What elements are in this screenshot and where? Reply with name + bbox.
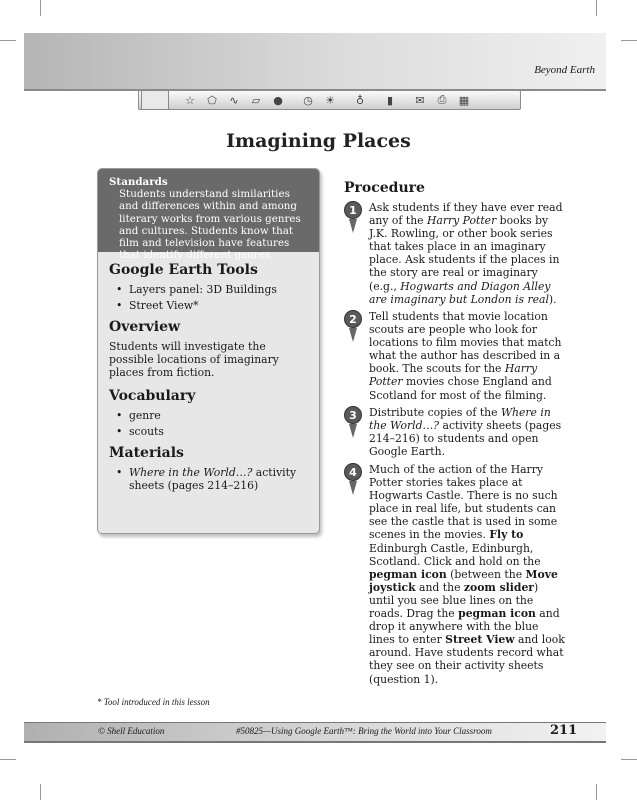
tools-heading: Google Earth Tools — [109, 262, 258, 278]
vocabulary-heading: Vocabulary — [109, 388, 196, 404]
tools-list — [109, 283, 308, 312]
step-text: Distribute copies of the Where in the World…? activity sheets (pages 214–216) to students and open Google Earth. — [369, 406, 562, 459]
materials-title: Where in the World…? — [129, 466, 253, 479]
crop-mark — [621, 40, 637, 41]
procedure-heading: Procedure — [344, 180, 425, 196]
step-number: 1 — [344, 201, 362, 219]
email-icon: ✉ — [415, 93, 425, 107]
ruler-icon: ▮ — [386, 93, 394, 107]
step-number: 2 — [344, 310, 362, 328]
materials-list — [109, 466, 308, 492]
crop-mark — [596, 0, 597, 16]
page-title: Imagining Places — [226, 130, 411, 152]
procedure-step-2 — [344, 310, 566, 402]
crop-mark — [621, 759, 637, 760]
standards-text: Students understand similarities and differences within and among literary works from various genres and cultures. Students know that film and television have features that identify different genres. — [119, 188, 301, 262]
list-item — [109, 466, 308, 492]
placemark-icon: ☆ — [185, 93, 195, 107]
overview-text: Students will investigate the possible locations of imaginary places from fiction. — [109, 340, 279, 379]
crop-mark — [0, 759, 16, 760]
crop-mark — [596, 784, 597, 800]
vocabulary-list — [109, 409, 308, 438]
step-text: Much of the action of the Harry Potter stories takes place at Hogwarts Castle. There is no such place in real life, but students can see the castle that is used in some scenes in the movies. Fly to Edinburgh Castle, Edinburgh, Scotland. Click and hold on the pegman icon (between the Move joystick and the zoom slider) until you see blue lines on the roads. Drag the pegman icon and drop it anywhere with the blue lines to enter Street View and look around. Have students record what they see on their activity sheets (question 1). — [369, 463, 565, 686]
historical-imagery-icon: ◷ — [303, 93, 313, 107]
step-pin-icon — [344, 463, 362, 495]
procedure-step-4 — [344, 463, 566, 686]
step-pin-icon — [344, 310, 362, 342]
lesson-info-panel — [97, 168, 320, 534]
materials-rest: activity sheets (pages 214–216) — [129, 466, 297, 492]
page-number: 211 — [550, 723, 578, 738]
crop-mark — [40, 0, 41, 16]
list-item: • Layers panel: 3D Buildings — [109, 283, 308, 296]
map-icon: ▦ — [458, 93, 470, 107]
footer-book-title: #50825—Using Google Earth™: Bring the World into Your Classroom — [236, 726, 492, 736]
crop-mark — [40, 784, 41, 800]
step-text: Tell students that movie location scouts are people who look for locations to film movies that match what the author has described in a book. The scouts for the Harry Potter movies chose England and Scotland for most of the filming. — [369, 310, 562, 402]
planets-icon: ♁ — [355, 93, 365, 107]
list-item: • genre — [109, 409, 308, 422]
overlay-icon: ▱ — [251, 93, 261, 107]
print-icon: ⎙ — [437, 93, 447, 106]
procedure-step-1 — [344, 201, 566, 306]
path-icon: ∿ — [229, 93, 239, 107]
standards-label: Standards — [109, 176, 168, 188]
step-number: 4 — [344, 463, 362, 481]
step-pin-icon — [344, 406, 362, 438]
sidebar-icon — [141, 90, 169, 110]
tour-icon: ● — [273, 93, 283, 107]
list-item: • Street View* — [109, 299, 308, 312]
google-earth-toolbar — [138, 90, 521, 110]
standards-box — [98, 169, 319, 262]
procedure-step-3 — [344, 406, 566, 458]
crop-mark — [0, 40, 16, 41]
footnote: * Tool introduced in this lesson — [97, 697, 210, 707]
materials-heading: Materials — [109, 445, 184, 461]
list-item: • scouts — [109, 425, 308, 438]
overview-heading: Overview — [109, 319, 181, 335]
polygon-icon: ⬠ — [207, 93, 217, 107]
step-text: Ask students if they have ever read any of the Harry Potter books by J.K. Rowling, or other book series that takes place in an imaginary place. Ask students if the places in the story are real or imaginary (e.g., Hogwarts and Diagon Alley are imaginary but London is real). — [369, 201, 563, 306]
step-number: 3 — [344, 406, 362, 424]
header-band — [24, 33, 606, 91]
section-name: Beyond Earth — [534, 64, 595, 76]
step-pin-icon — [344, 201, 362, 233]
sunlight-icon: ☀ — [325, 93, 335, 107]
footer-publisher: © Shell Education — [98, 726, 165, 736]
